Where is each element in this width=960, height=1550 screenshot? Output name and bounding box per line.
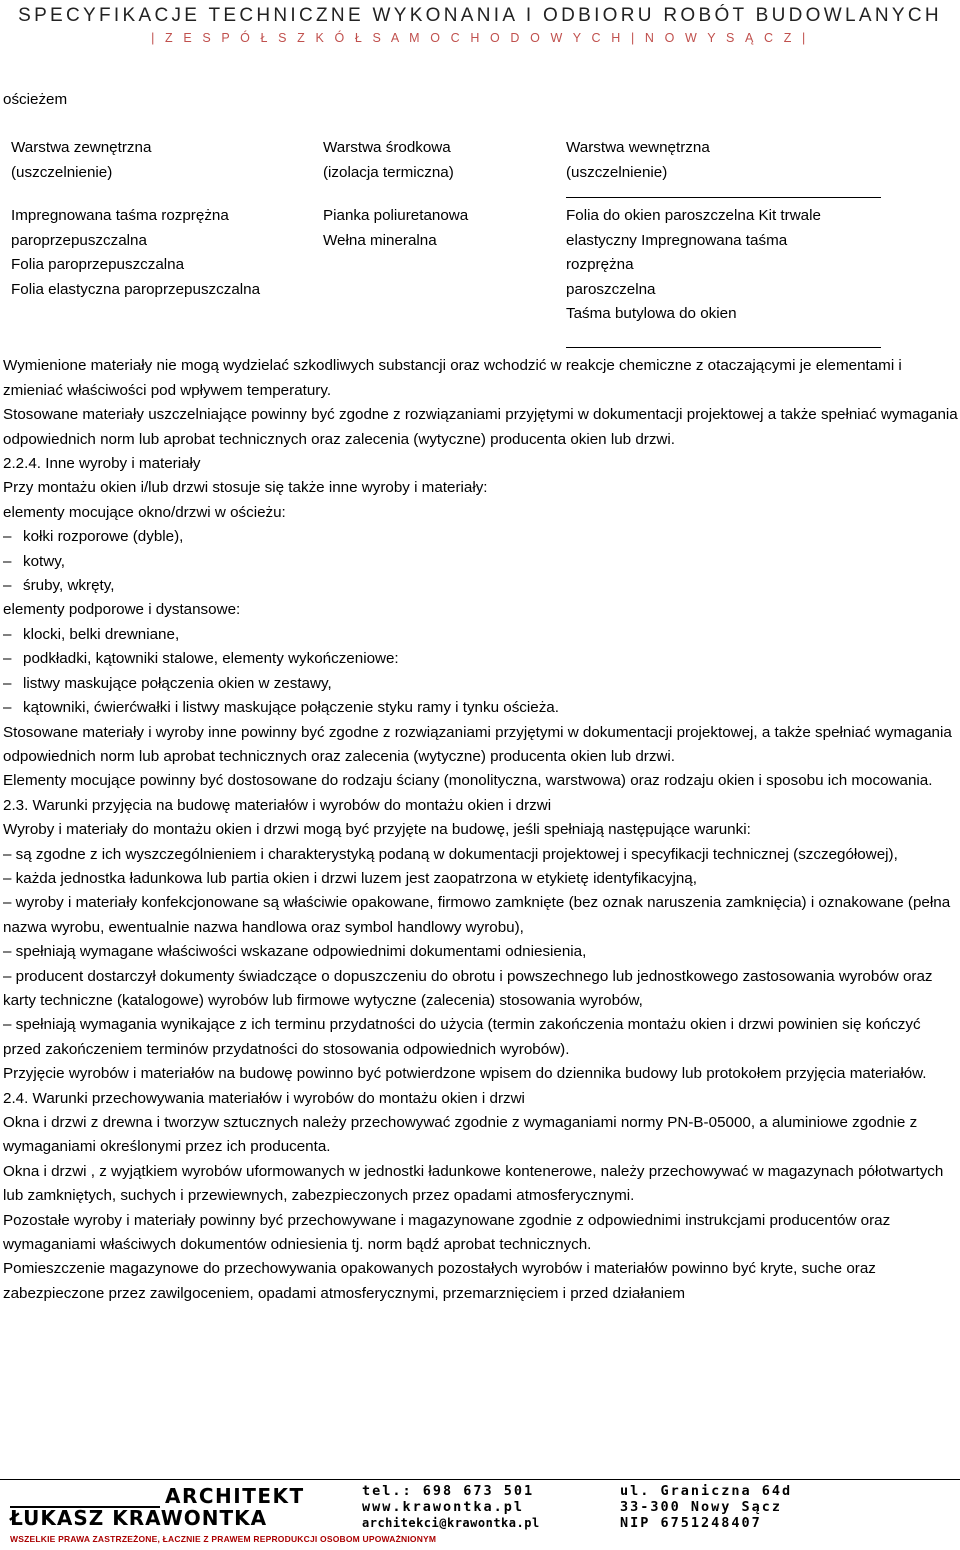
paragraph: Stosowane materiały i wyroby inne powinny być zgodne z rozwiązaniami przyjętymi w dokumentacji projektowej, a także spełniać wymagania odpowiednich norm lub aprobat technicznych oraz zalecenia (wytyczne) producenta okien lub drzwi. [3, 723, 952, 765]
column-header-line: Warstwa wewnętrzna [566, 139, 710, 157]
page-header [0, 0, 960, 47]
list-item: – listwy maskujące połączenia okien w zestawy, [3, 672, 958, 696]
paragraph: Stosowane materiały uszczelniające powinny być zgodne z rozwiązaniami przyjętymi w dokumentacji projektowej a także spełniać wymagania odpowiednich norm lub aprobat technicznych oraz zalecenia (wytyczne) producenta okien lub drzwi. [3, 406, 958, 448]
list-item: – spełniają wymagane właściwości wskazane odpowiednimi dokumentami odniesienia, [3, 943, 587, 961]
cell-line: paroszczelna [566, 280, 656, 298]
list-item: – kołki rozporowe (dyble), [3, 525, 958, 549]
column-header-line: Warstwa środkowa [323, 139, 451, 157]
copyright-notice: WSZELKIE PRAWA ZASTRZEŻONE, ŁACZNIE Z PRAWEM REPRODUKCJI OSOBOM UPOWAŻNIONYM [10, 1534, 437, 1544]
document-body [3, 88, 958, 1306]
logo-line-architekt: ARCHITEKT [165, 1484, 305, 1508]
address-block [620, 1483, 792, 1531]
paragraph: Wyroby i materiały do montażu okien i drzwi mogą być przyjęte na budowę, jeśli spełniają następujące warunki: [3, 821, 751, 839]
paragraph: Wymienione materiały nie mogą wydzielać szkodliwych substancji oraz wchodzić w reakcje chemiczne z otaczającymi je elementami i zmieniać właściwości pod wpływem temperatury. [3, 357, 902, 399]
paragraph: Przyjęcie wyrobów i materiałów na budowę powinno być potwierdzone wpisem do dziennika budowy lub protokołem przyjęcia materiałów. [3, 1065, 927, 1083]
section-heading: 2.3. Warunki przyjęcia na budowę materiałów i wyrobów do montażu okien i drzwi [3, 796, 552, 814]
document-title: SPECYFIKACJE TECHNICZNE WYKONANIA I ODBIORU ROBÓT BUDOWLANYCH [18, 5, 942, 26]
table-rule [566, 347, 881, 348]
logo-line-name: ŁUKASZ KRAWONTKA [10, 1506, 268, 1530]
cell-line: elastyczny Impregnowana taśma [566, 231, 788, 249]
paragraph: Elementy mocujące powinny być dostosowane do rodzaju ściany (monolityczna, warstwowa) oraz rodzaju okien i sposobu ich mocowania. [3, 772, 933, 790]
list-item: – kątowniki, ćwierćwałki i listwy maskujące połączenie styku ramy i tynku ościeża. [3, 696, 958, 720]
architect-logo [0, 1482, 437, 1548]
layers-column-middle [323, 136, 553, 253]
list-item: – klocki, belki drewniane, [3, 623, 958, 647]
paragraph: Okna i drzwi z drewna i tworzyw sztucznych należy przechowywać zgodnie z wymaganiami normy PN-B-05000, a aluminiowe zgodnie z wymaganiami określonymi przez ich producenta. [3, 1114, 918, 1156]
contact-block [362, 1483, 540, 1531]
section-heading: 2.2.4. Inne wyroby i materiały [3, 455, 201, 473]
footer-rule [0, 1479, 960, 1480]
address-street: ul. Graniczna 64d [620, 1483, 793, 1499]
list-item: – wyroby i materiały konfekcjonowane są właściwie opakowane, firmowo zamknięte (bez oznak naruszenia zamknięcia) i oznakowane (pełna nazwa wyrobu, ewentualnie nazwa handlowa oraz symbol handlowy wyrobu), [3, 894, 951, 936]
list-item: – kotwy, [3, 550, 958, 574]
address-city: 33-300 Nowy Sącz [620, 1499, 783, 1515]
address-nip: NIP 6751248407 [620, 1515, 762, 1531]
paragraph: elementy mocujące okno/drzwi w ościeżu: [3, 503, 286, 521]
table-rule [566, 197, 881, 198]
list-item: – są zgodne z ich wyszczególnieniem i charakterystyką podaną w dokumentacji projektowej i specyfikacji technicznej (szczegółowej), [3, 845, 898, 863]
layers-column-inner [566, 136, 886, 326]
contact-email: architekci@krawontka.pl [362, 1516, 540, 1530]
section-heading: 2.4. Warunki przechowywania materiałów i wyrobów do montażu okien i drzwi [3, 1089, 525, 1107]
cell-line: Wełna mineralna [323, 231, 437, 249]
paragraph: Pomieszczenie magazynowe do przechowywania opakowanych pozostałych wyrobów i materiałów powinno być kryte, suche oraz zabezpieczone przez zawilgoceniem, opadami atmosferycznymi, przemarznięciem i przed działaniem [3, 1260, 876, 1302]
list-item: – podkładki, kątowniki stalowe, elementy wykończeniowe: [3, 647, 958, 671]
cell-line: paroprzepuszczalna [11, 231, 147, 249]
cell-line: Folia do okien paroszczelna Kit trwale [566, 207, 821, 225]
layers-column-outer [11, 136, 311, 302]
contact-website: www.krawontka.pl [362, 1499, 525, 1515]
column-header-line: Warstwa zewnętrzna [11, 139, 152, 157]
layers-table [3, 136, 958, 354]
intro-text: ościeżem [3, 91, 68, 108]
cell-line: Impregnowana taśma rozprężna [11, 207, 229, 225]
list-item: – każda jednostka ładunkowa lub partia okien i drzwi luzem jest zaopatrzona w etykietę identyfikacyjną, [3, 869, 697, 887]
paragraph: Przy montażu okien i/lub drzwi stosuje się także inne wyroby i materiały: [3, 479, 488, 497]
column-header-line: (uszczelnienie) [566, 163, 668, 181]
list-item: – producent dostarczył dokumenty świadczące o dopuszczeniu do obrotu i powszechnego lub jednostkowego zastosowania wyrobów oraz karty techniczne (katalogowe) wyrobów lub firmowe wytyczne (zalecenia) stosowania wyrobów, [3, 967, 933, 1009]
column-header-line: (uszczelnienie) [11, 163, 113, 181]
cell-line: Folia elastyczna paroprzepuszczalna [11, 280, 261, 298]
cell-line: Folia paroprzepuszczalna [11, 256, 185, 274]
document-subtitle: | Z E S P Ó Ł S Z K Ó Ł S A M O C H O D O W Y C H | N O W Y S Ą C Z | [151, 31, 809, 45]
list-item: – spełniają wymagania wynikające z ich terminu przydatności do użycia (termin zakończenia montażu okien i drzwi powinien się kończyć przed zakończeniem terminów przydatności do stosowania odpowiednich wyrobów). [3, 1016, 921, 1058]
cell-line: Pianka poliuretanowa [323, 207, 469, 225]
cell-line: Taśma butylowa do okien [566, 305, 737, 323]
paragraph: Pozostałe wyroby i materiały powinny być przechowywane i magazynowane zgodnie z odpowiednimi instrukcjami producentów oraz wymaganiami właściwych dokumentów odniesienia tj. norm bądź aprobat technicznych. [3, 1211, 891, 1254]
paragraph: Okna i drzwi , z wyjątkiem wyrobów uformowanych w jednostki ładunkowe kontenerowe, należy przechowywać w magazynach półotwartych lub zamkniętych, suchych i przewiewnych, zabezpieczonych przez opadami atmosferycznymi. [3, 1162, 944, 1205]
page-footer [0, 1479, 960, 1550]
list-item: – śruby, wkręty, [3, 574, 958, 598]
paragraph: elementy podporowe i dystansowe: [3, 601, 241, 619]
cell-line: rozprężna [566, 256, 634, 274]
column-header-line: (izolacja termiczna) [323, 163, 454, 181]
contact-phone: tel.: 698 673 501 [362, 1483, 535, 1499]
